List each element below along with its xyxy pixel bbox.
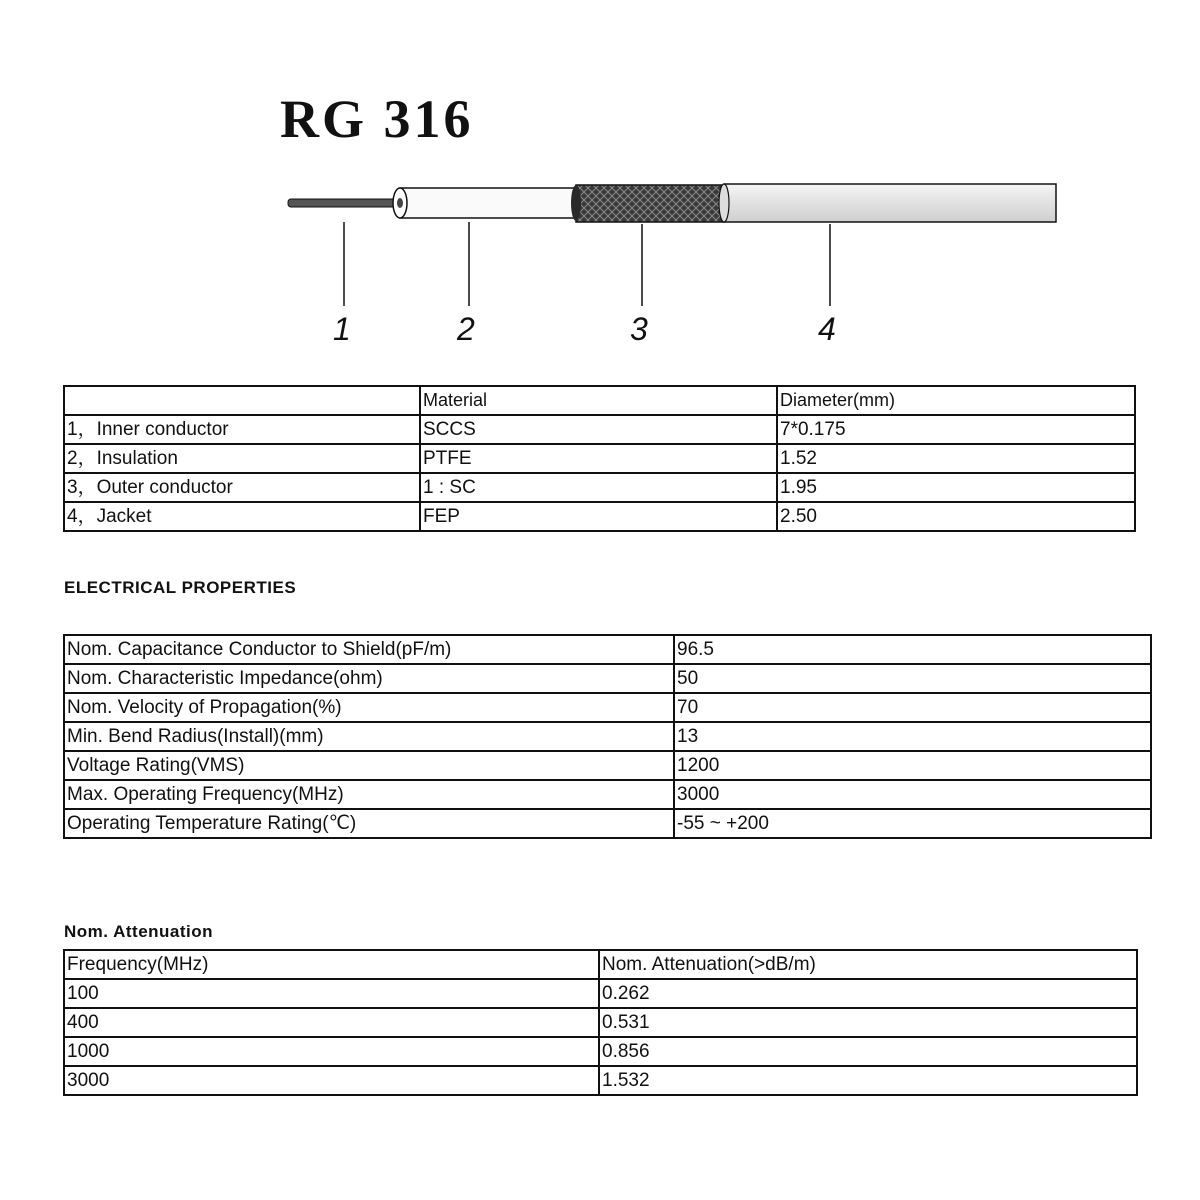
table-cell: 7*0.175	[777, 415, 1135, 444]
table-row	[64, 473, 1135, 502]
table-row	[64, 780, 1151, 809]
table-row	[64, 693, 1151, 722]
property-label: Voltage Rating(VMS)	[64, 751, 674, 780]
part-number-2: 2	[457, 311, 475, 347]
property-label: Nom. Velocity of Propagation(%)	[64, 693, 674, 722]
jacket-graphic	[719, 184, 1056, 222]
table-row	[64, 444, 1135, 473]
table-cell: 4，Jacket	[64, 502, 420, 531]
attenuation-cell: 0.856	[599, 1037, 1137, 1066]
table-header-row	[64, 386, 1135, 415]
insulation-graphic	[393, 188, 576, 218]
table-row	[64, 635, 1151, 664]
property-value: 1200	[674, 751, 1151, 780]
header-cell: Nom. Attenuation(>dB/m)	[599, 950, 1137, 979]
header-cell	[64, 386, 420, 415]
frequency-cell: 400	[64, 1008, 599, 1037]
property-label: Max. Operating Frequency(MHz)	[64, 780, 674, 809]
table-row	[64, 809, 1151, 838]
property-label: Nom. Capacitance Conductor to Shield(pF/m)	[64, 635, 674, 664]
table-row	[64, 722, 1151, 751]
part-number-4: 4	[818, 311, 836, 347]
property-label: Nom. Characteristic Impedance(ohm)	[64, 664, 674, 693]
table-row	[64, 415, 1135, 444]
electrical-properties-heading: ELECTRICAL PROPERTIES	[64, 578, 297, 597]
property-value: 96.5	[674, 635, 1151, 664]
property-value: -55 ~ +200	[674, 809, 1151, 838]
frequency-cell: 1000	[64, 1037, 599, 1066]
table-cell: 1.95	[777, 473, 1135, 502]
attenuation-cell: 0.262	[599, 979, 1137, 1008]
header-cell: Material	[420, 386, 777, 415]
table-header-row	[64, 950, 1137, 979]
property-value: 70	[674, 693, 1151, 722]
electrical-properties-table	[63, 634, 1152, 839]
header-cell: Diameter(mm)	[777, 386, 1135, 415]
table-cell: 1，Inner conductor	[64, 415, 420, 444]
table-cell: SCCS	[420, 415, 777, 444]
table-row	[64, 1008, 1137, 1037]
property-value: 50	[674, 664, 1151, 693]
table-cell: 2，Insulation	[64, 444, 420, 473]
cable-cross-section-diagram	[0, 0, 1200, 360]
table-row	[64, 1066, 1137, 1095]
property-value: 3000	[674, 780, 1151, 809]
table-cell: 1 : SC	[420, 473, 777, 502]
table-cell: 2.50	[777, 502, 1135, 531]
attenuation-table	[63, 949, 1138, 1096]
table-cell: 3，Outer conductor	[64, 473, 420, 502]
table-cell: PTFE	[420, 444, 777, 473]
outer-conductor-graphic	[571, 185, 724, 222]
frequency-cell: 3000	[64, 1066, 599, 1095]
table-row	[64, 979, 1137, 1008]
property-value: 13	[674, 722, 1151, 751]
materials-table	[63, 385, 1136, 532]
table-row	[64, 502, 1135, 531]
property-label: Operating Temperature Rating(℃)	[64, 809, 674, 838]
table-cell: 1.52	[777, 444, 1135, 473]
attenuation-cell: 0.531	[599, 1008, 1137, 1037]
part-number-1: 1	[333, 311, 351, 347]
table-row	[64, 751, 1151, 780]
inner-conductor-graphic	[288, 199, 400, 207]
attenuation-heading: Nom. Attenuation	[64, 922, 214, 941]
table-row	[64, 1037, 1137, 1066]
leader-lines	[344, 222, 830, 306]
cable-title: RG 316	[280, 89, 474, 149]
attenuation-cell: 1.532	[599, 1066, 1137, 1095]
property-label: Min. Bend Radius(Install)(mm)	[64, 722, 674, 751]
table-row	[64, 664, 1151, 693]
part-number-3: 3	[630, 311, 648, 347]
header-cell: Frequency(MHz)	[64, 950, 599, 979]
frequency-cell: 100	[64, 979, 599, 1008]
table-cell: FEP	[420, 502, 777, 531]
